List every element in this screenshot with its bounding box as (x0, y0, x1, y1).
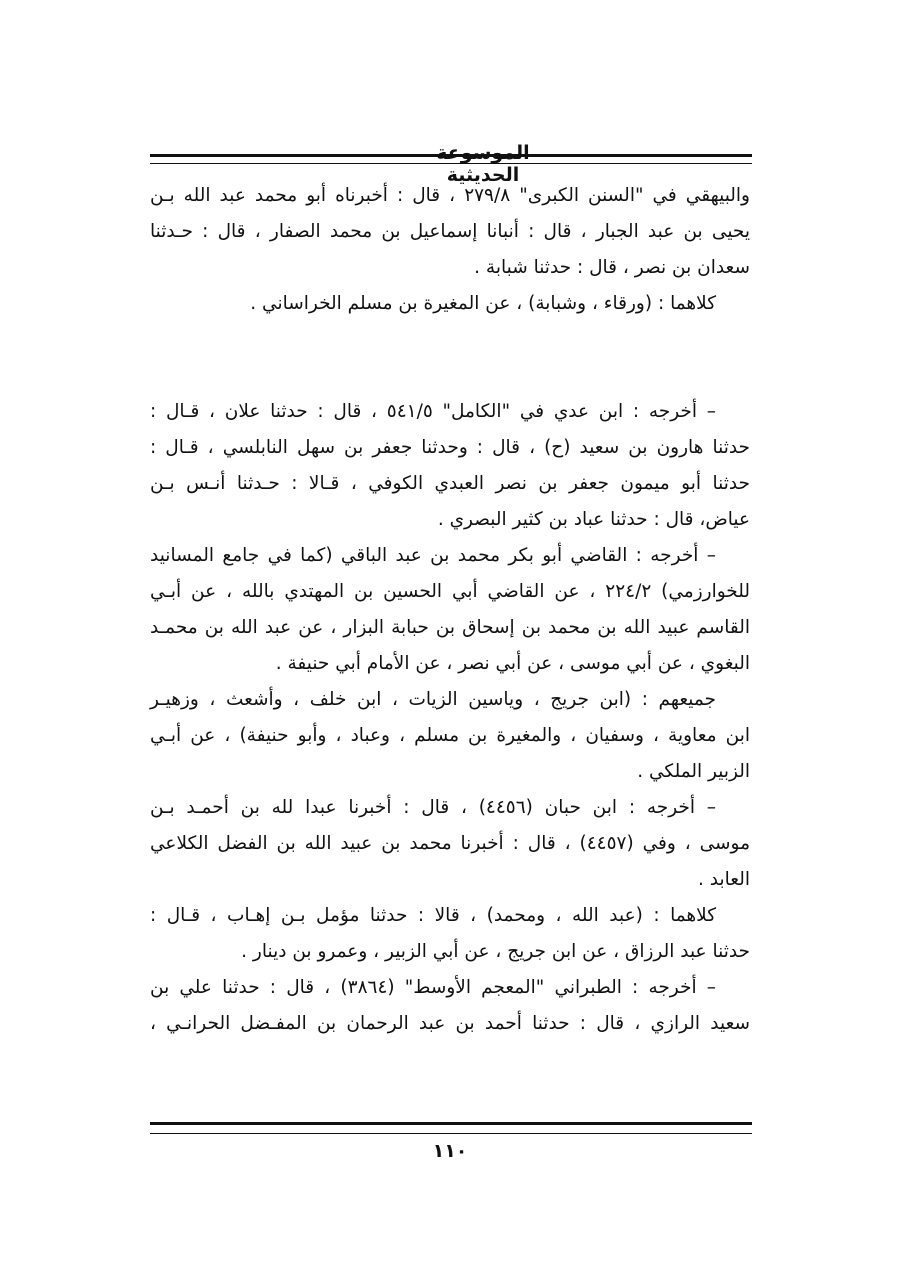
header-title: الموسوعة الحديثية (436, 142, 530, 186)
text-line: – أخرجه : القاضي أبو بكر محمد بن عبد الباقي (كما في جامع المسانيد (150, 545, 716, 566)
text-line: العابد . (698, 869, 750, 890)
header-rule-right (366, 154, 752, 164)
header-rule-left (150, 154, 388, 164)
text-line: حدثنا عبد الرزاق ، عن ابن جريج ، عن أبي الزبير ، وعمرو بن دينار . (241, 941, 750, 962)
footer-rule (150, 1122, 752, 1134)
page-number: ١١٠ (432, 1140, 468, 1162)
text-line: – أخرجه : ابن عدي في "الكامل" ٥٤١/٥ ، قال : حدثنا علان ، قـال : (150, 401, 716, 422)
text-line: الزبير الملكي . (637, 761, 750, 782)
text-line: القاسم عبيد الله بن محمد بن إسحاق بن حبابة البزار ، عن عبد الله بن محمـد (150, 617, 750, 638)
body-text (150, 178, 750, 1042)
text-line: سعيد الرازي ، قال : حدثنا أحمد بن عبد الرحمان بن المفـضل الحرانـي ، (150, 1013, 750, 1034)
text-line: – أخرجه : الطبراني "المعجم الأوسط" (٣٨٦٤) ، قال : حدثنا علي بن (150, 977, 716, 998)
text-line: للخوارزمي) ٢٢٤/٢ ، عن القاضي أبي الحسين بن المهتدي بالله ، عن أبـي (150, 581, 750, 602)
text-line: – أخرجه : ابن حبان (٤٤٥٦) ، قال : أخبرنا عبدا لله بن أحمـد بـن (150, 797, 717, 818)
text-line: كلاهما : (ورقاء ، وشبابة) ، عن المغيرة بن مسلم الخراساني . (250, 293, 716, 314)
text-line: حدثنا هارون بن سعيد (ح) ، قال : وحدثنا جعفر بن سهل النابلسي ، قـال : (150, 437, 750, 458)
text-line: موسى ، وفي (٤٤٥٧) ، قال : أخبرنا محمد بن عبيد الله بن الفضل الكلاعي (150, 833, 750, 854)
text-line: عياض، قال : حدثنا عباد بن كثير البصري . (437, 509, 750, 530)
text-line: والبيهقي في "السنن الكبرى" ٢٧٩/٨ ، قال : أخبرناه أبو محمد عبد الله بـن (150, 185, 750, 206)
text-line: البغوي ، عن أبي موسى ، عن أبي نصر ، عن الأمام أبي حنيفة . (275, 653, 750, 674)
page-header (150, 142, 752, 186)
text-line: حدثنا أبو ميمون جعفر بن نصر العبدي الكوفي ، قـالا : حـدثنا أنـس بـن (150, 473, 750, 494)
paragraph-gap (150, 322, 750, 358)
text-line: كلاهما : (عبد الله ، ومحمد) ، قالا : حدثنا مؤمل بـن إهـاب ، قـال : (150, 905, 716, 926)
text-line: يحيى بن عبد الجبار ، قال : أنبانا إسماعيل بن محمد الصفار ، قال : حـدثنا (150, 221, 750, 242)
paragraph-gap (150, 358, 750, 394)
text-line: ابن معاوية ، وسفيان ، والمغيرة بن مسلم ، وعباد ، وأبو حنيفة) ، عن أبـي (150, 725, 750, 746)
text-line: سعدان بن نصر ، قال : حدثنا شبابة . (474, 257, 750, 278)
text-line: جميعهم : (ابن جريج ، وياسين الزيات ، ابن خلف ، وأشعث ، وزهيـر (150, 689, 716, 710)
